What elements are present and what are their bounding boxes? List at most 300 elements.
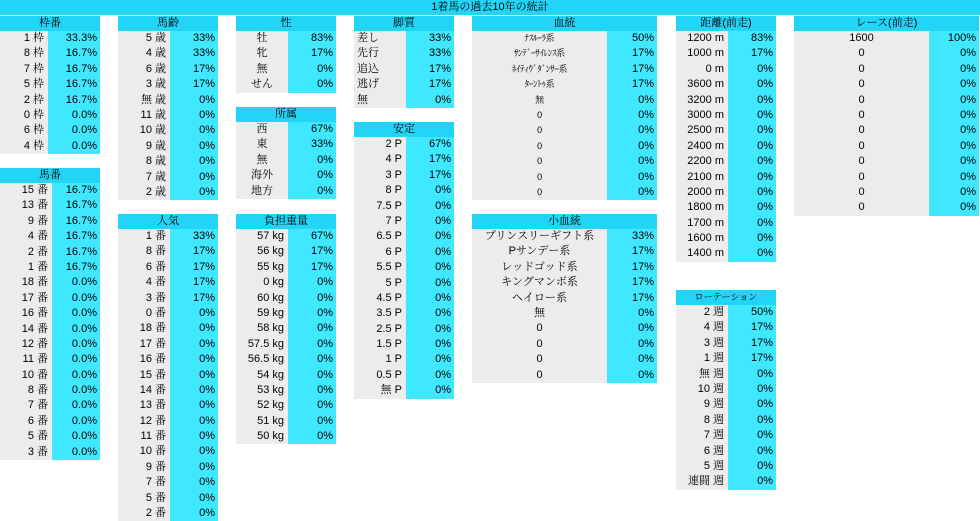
shokettou-row-label: 0 [472, 337, 607, 352]
rotation-row-value: 17% [728, 351, 776, 366]
waku-row-label: 8 枠 [0, 46, 48, 61]
umaban-header: 馬番 [0, 168, 100, 183]
futan-row [236, 244, 336, 259]
futan-row [236, 229, 336, 244]
kyakushitsu-row-label: 逃げ [354, 77, 406, 92]
kyakushitsu-row-value: 33% [406, 46, 454, 61]
kyakushitsu-row [354, 93, 454, 108]
waku-row-label: 5 枠 [0, 77, 48, 92]
shokettou-row-label: キングマンボ系 [472, 275, 607, 290]
antei-row-value: 0% [406, 383, 454, 398]
kyori-row-label: 3200 m [676, 93, 728, 108]
waku-row-label: 1 枠 [0, 31, 48, 46]
kettou-row-value: 17% [607, 46, 657, 61]
ninki-row-value: 0% [170, 368, 218, 383]
ninki-row [118, 306, 218, 321]
waku-row [0, 31, 100, 46]
barei-row [118, 93, 218, 108]
race-row-value: 0% [929, 139, 979, 154]
ninki-row-value: 0% [170, 414, 218, 429]
futan-row-label: 57.5 kg [236, 337, 288, 352]
antei-row [354, 291, 454, 306]
waku-row [0, 123, 100, 138]
shozoku-row-value: 0% [288, 168, 336, 183]
shokettou-row-label: 0 [472, 368, 607, 383]
barei-row-value: 0% [170, 108, 218, 123]
rotation-row-label: 5 週 [676, 459, 728, 474]
race-row [794, 154, 979, 169]
barei-row [118, 154, 218, 169]
shokettou-row [472, 229, 657, 244]
ninki-row-label: 0 番 [118, 306, 170, 321]
sei-row-label: 牡 [236, 31, 288, 46]
shokettou-row-value: 17% [607, 260, 657, 275]
barei-row [118, 62, 218, 77]
kyori-row-label: 1000 m [676, 46, 728, 61]
barei-row-value: 0% [170, 154, 218, 169]
race-row-value: 0% [929, 154, 979, 169]
umaban-row [0, 398, 100, 413]
antei-row [354, 276, 454, 291]
umaban-row-value: 0.0% [52, 322, 100, 337]
umaban-row-value: 16.7% [52, 229, 100, 244]
antei-row [354, 214, 454, 229]
kyori-table [676, 16, 776, 262]
rotation-row [676, 382, 776, 397]
ninki-row-label: 6 番 [118, 260, 170, 275]
rotation-table [676, 290, 776, 490]
shozoku-row [236, 137, 336, 152]
barei-row [118, 185, 218, 200]
rotation-row-label: 9 週 [676, 397, 728, 412]
shozoku-row-value: 33% [288, 137, 336, 152]
kettou-row [472, 31, 657, 46]
ninki-row [118, 491, 218, 506]
race-row [794, 170, 979, 185]
kettou-row [472, 62, 657, 77]
kyori-row-label: 2500 m [676, 123, 728, 138]
antei-row-label: 0.5 P [354, 368, 406, 383]
futan-row-label: 50 kg [236, 429, 288, 444]
umaban-row [0, 429, 100, 444]
kyori-row-value: 0% [728, 154, 776, 169]
shozoku-row-label: 東 [236, 137, 288, 152]
waku-row-value: 16.7% [48, 77, 100, 92]
kyori-row [676, 31, 776, 46]
kyori-row [676, 154, 776, 169]
ninki-row-value: 33% [170, 229, 218, 244]
race-row-label: 0 [794, 200, 929, 215]
rotation-row [676, 444, 776, 459]
rotation-row-value: 0% [728, 367, 776, 382]
antei-row-value: 0% [406, 306, 454, 321]
sei-row-label: せん [236, 77, 288, 92]
race-row-value: 0% [929, 170, 979, 185]
waku-row-label: 4 枠 [0, 139, 48, 154]
ninki-row-value: 0% [170, 352, 218, 367]
kyori-row-value: 83% [728, 31, 776, 46]
umaban-table [0, 168, 100, 460]
futan-row-value: 67% [288, 229, 336, 244]
futan-row-value: 0% [288, 291, 336, 306]
ninki-row-value: 0% [170, 460, 218, 475]
umaban-row [0, 414, 100, 429]
kyori-header: 距離(前走) [676, 16, 776, 31]
umaban-row-label: 2 番 [0, 245, 52, 260]
kyori-row [676, 46, 776, 61]
kettou-row [472, 154, 657, 169]
kettou-row-value: 0% [607, 108, 657, 123]
umaban-row [0, 229, 100, 244]
race-row-value: 0% [929, 123, 979, 138]
kyori-row [676, 77, 776, 92]
barei-row-value: 0% [170, 123, 218, 138]
kettou-row-label: 0 [472, 154, 607, 169]
antei-row-value: 0% [406, 368, 454, 383]
futan-row-label: 55 kg [236, 260, 288, 275]
shokettou-row [472, 275, 657, 290]
umaban-row-label: 14 番 [0, 322, 52, 337]
futan-row [236, 368, 336, 383]
shozoku-row-value: 0% [288, 153, 336, 168]
umaban-row [0, 352, 100, 367]
rotation-row-label: 3 週 [676, 336, 728, 351]
kettou-row-value: 0% [607, 139, 657, 154]
ninki-row [118, 444, 218, 459]
sei-row-value: 0% [288, 77, 336, 92]
shokettou-row-label: 0 [472, 352, 607, 367]
antei-row-label: 5.5 P [354, 260, 406, 275]
rotation-row-label: 6 週 [676, 444, 728, 459]
antei-table [354, 122, 454, 399]
umaban-row [0, 260, 100, 275]
rotation-row-value: 0% [728, 459, 776, 474]
umaban-row-value: 16.7% [52, 245, 100, 260]
race-row [794, 139, 979, 154]
waku-row-value: 0.0% [48, 123, 100, 138]
shokettou-row-label: 0 [472, 321, 607, 336]
antei-row-value: 0% [406, 276, 454, 291]
antei-row-value: 0% [406, 260, 454, 275]
antei-row [354, 137, 454, 152]
kyori-row-label: 2100 m [676, 170, 728, 185]
shokettou-row [472, 260, 657, 275]
kyakushitsu-row-label: 先行 [354, 46, 406, 61]
kyori-row [676, 139, 776, 154]
barei-row-label: 5 歳 [118, 31, 170, 46]
shozoku-row-label: 無 [236, 153, 288, 168]
antei-row-value: 67% [406, 137, 454, 152]
futan-row [236, 383, 336, 398]
kyori-row-value: 0% [728, 170, 776, 185]
kyori-row [676, 231, 776, 246]
sei-row [236, 62, 336, 77]
waku-row-value: 0.0% [48, 139, 100, 154]
kettou-row-value: 0% [607, 185, 657, 200]
umaban-row-value: 0.0% [52, 368, 100, 383]
shokettou-row-label: ヘイロー系 [472, 291, 607, 306]
futan-row-label: 53 kg [236, 383, 288, 398]
umaban-row [0, 383, 100, 398]
antei-row-label: 3 P [354, 168, 406, 183]
kettou-row-label: 0 [472, 123, 607, 138]
kyakushitsu-row-label: 差し [354, 31, 406, 46]
shozoku-table [236, 107, 336, 199]
kyori-row-value: 0% [728, 185, 776, 200]
umaban-row-value: 0.0% [52, 398, 100, 413]
ninki-row-value: 0% [170, 337, 218, 352]
barei-row-label: 11 歳 [118, 108, 170, 123]
ninki-row-label: 7 番 [118, 475, 170, 490]
ninki-row [118, 260, 218, 275]
race-table [794, 16, 979, 216]
umaban-row-label: 5 番 [0, 429, 52, 444]
futan-row-value: 0% [288, 306, 336, 321]
futan-row-label: 54 kg [236, 368, 288, 383]
race-row-label: 0 [794, 185, 929, 200]
waku-row-label: 0 枠 [0, 108, 48, 123]
race-row-label: 0 [794, 154, 929, 169]
futan-row [236, 260, 336, 275]
umaban-row-label: 9 番 [0, 214, 52, 229]
futan-header: 負担重量 [236, 214, 336, 229]
kettou-row-label: ｻﾝﾃﾞｰｻｲﾚﾝｽ系 [472, 46, 607, 61]
waku-table [0, 16, 100, 154]
rotation-row [676, 305, 776, 320]
umaban-row-value: 0.0% [52, 291, 100, 306]
barei-row-label: 10 歳 [118, 123, 170, 138]
ninki-row-label: 13 番 [118, 398, 170, 413]
futan-row-label: 56.5 kg [236, 352, 288, 367]
race-row-label: 0 [794, 108, 929, 123]
ninki-row-label: 2 番 [118, 506, 170, 521]
antei-header: 安定 [354, 122, 454, 137]
rotation-row-value: 0% [728, 444, 776, 459]
kettou-row [472, 93, 657, 108]
barei-row [118, 46, 218, 61]
ninki-row [118, 414, 218, 429]
sei-table [236, 16, 336, 93]
futan-row [236, 275, 336, 290]
antei-row-value: 0% [406, 291, 454, 306]
rotation-row [676, 428, 776, 443]
futan-row-value: 0% [288, 429, 336, 444]
umaban-row-value: 16.7% [52, 183, 100, 198]
umaban-row-value: 16.7% [52, 198, 100, 213]
rotation-row-label: 10 週 [676, 382, 728, 397]
antei-row [354, 322, 454, 337]
ninki-row-label: 8 番 [118, 244, 170, 259]
ninki-row-value: 0% [170, 383, 218, 398]
futan-row-value: 0% [288, 337, 336, 352]
antei-row-value: 17% [406, 168, 454, 183]
shokettou-row-label: 無 [472, 306, 607, 321]
ninki-row [118, 429, 218, 444]
ninki-row-label: 4 番 [118, 275, 170, 290]
futan-row [236, 352, 336, 367]
race-row [794, 77, 979, 92]
kyori-row [676, 216, 776, 231]
antei-row-value: 0% [406, 245, 454, 260]
race-row [794, 93, 979, 108]
rotation-row [676, 474, 776, 489]
barei-row-label: 9 歳 [118, 139, 170, 154]
ninki-row [118, 398, 218, 413]
ninki-row-label: 9 番 [118, 460, 170, 475]
umaban-row-label: 13 番 [0, 198, 52, 213]
ninki-row-value: 0% [170, 475, 218, 490]
rotation-row [676, 367, 776, 382]
kettou-row [472, 77, 657, 92]
race-row-value: 0% [929, 93, 979, 108]
futan-row [236, 291, 336, 306]
kyori-row-label: 2200 m [676, 154, 728, 169]
barei-row-value: 33% [170, 31, 218, 46]
futan-row [236, 306, 336, 321]
rotation-row [676, 336, 776, 351]
ninki-row [118, 383, 218, 398]
kyori-row-label: 2000 m [676, 185, 728, 200]
ninki-row [118, 352, 218, 367]
shokettou-row [472, 291, 657, 306]
umaban-row [0, 291, 100, 306]
rotation-row-label: 4 週 [676, 320, 728, 335]
kettou-row-value: 0% [607, 123, 657, 138]
umaban-row-label: 18 番 [0, 275, 52, 290]
kettou-row-value: 17% [607, 62, 657, 77]
ninki-row-value: 17% [170, 291, 218, 306]
antei-row [354, 245, 454, 260]
ninki-row [118, 337, 218, 352]
rotation-row-label: 2 週 [676, 305, 728, 320]
rotation-header: ローテーション [676, 290, 776, 305]
barei-row-value: 0% [170, 170, 218, 185]
umaban-row-value: 0.0% [52, 306, 100, 321]
ninki-row-label: 10 番 [118, 444, 170, 459]
shokettou-row-label: レッドゴッド系 [472, 260, 607, 275]
race-row-label: 0 [794, 93, 929, 108]
rotation-row [676, 459, 776, 474]
race-row [794, 31, 979, 46]
antei-row-value: 0% [406, 322, 454, 337]
ninki-row-value: 0% [170, 444, 218, 459]
umaban-row [0, 275, 100, 290]
barei-row-label: 8 歳 [118, 154, 170, 169]
race-row-value: 0% [929, 46, 979, 61]
shokettou-row-value: 0% [607, 368, 657, 383]
kyakushitsu-row-value: 17% [406, 77, 454, 92]
shokettou-row [472, 352, 657, 367]
shozoku-row [236, 153, 336, 168]
kettou-row-label: 0 [472, 108, 607, 123]
kettou-row-value: 17% [607, 77, 657, 92]
race-row-label: 0 [794, 62, 929, 77]
kyori-row-value: 0% [728, 139, 776, 154]
waku-row-value: 33.3% [48, 31, 100, 46]
sei-row-value: 83% [288, 31, 336, 46]
umaban-row [0, 322, 100, 337]
ninki-row-value: 0% [170, 398, 218, 413]
umaban-row [0, 337, 100, 352]
antei-row-label: 無 P [354, 383, 406, 398]
kettou-row [472, 46, 657, 61]
waku-row [0, 139, 100, 154]
barei-row-value: 17% [170, 62, 218, 77]
barei-row [118, 170, 218, 185]
kyori-row [676, 246, 776, 261]
antei-row-value: 17% [406, 152, 454, 167]
kyori-row-value: 0% [728, 123, 776, 138]
ninki-row-value: 17% [170, 244, 218, 259]
ninki-header: 人気 [118, 214, 218, 229]
ninki-row-label: 5 番 [118, 491, 170, 506]
kyakushitsu-row [354, 46, 454, 61]
umaban-row-value: 0.0% [52, 337, 100, 352]
umaban-row [0, 198, 100, 213]
rotation-row-label: 連闘 週 [676, 474, 728, 489]
ninki-row-value: 0% [170, 306, 218, 321]
rotation-row-value: 0% [728, 428, 776, 443]
shozoku-row [236, 184, 336, 199]
futan-row [236, 337, 336, 352]
antei-row-value: 0% [406, 337, 454, 352]
ninki-row-label: 3 番 [118, 291, 170, 306]
sei-row [236, 46, 336, 61]
futan-row-value: 0% [288, 321, 336, 336]
umaban-row [0, 368, 100, 383]
barei-row [118, 123, 218, 138]
sei-row-value: 17% [288, 46, 336, 61]
ninki-row-label: 18 番 [118, 321, 170, 336]
waku-row-value: 16.7% [48, 46, 100, 61]
futan-row-value: 0% [288, 368, 336, 383]
shozoku-row-label: 海外 [236, 168, 288, 183]
barei-row-label: 7 歳 [118, 170, 170, 185]
sei-row [236, 31, 336, 46]
kyakushitsu-header: 脚質 [354, 16, 454, 31]
race-row-label: 0 [794, 77, 929, 92]
umaban-row-label: 7 番 [0, 398, 52, 413]
kyori-row [676, 123, 776, 138]
ninki-row-value: 0% [170, 491, 218, 506]
race-row-value: 100% [929, 31, 979, 46]
kettou-row [472, 170, 657, 185]
ninki-row-value: 0% [170, 429, 218, 444]
antei-row [354, 306, 454, 321]
ninki-row-label: 16 番 [118, 352, 170, 367]
sei-row-value: 0% [288, 62, 336, 77]
waku-row-label: 7 枠 [0, 62, 48, 77]
race-header: レース(前走) [794, 16, 979, 31]
kettou-row-value: 0% [607, 170, 657, 185]
kyakushitsu-row-label: 無 [354, 93, 406, 108]
ninki-row-label: 14 番 [118, 383, 170, 398]
futan-row [236, 398, 336, 413]
antei-row-label: 1 P [354, 352, 406, 367]
antei-row-label: 6 P [354, 245, 406, 260]
kyori-row-label: 1400 m [676, 246, 728, 261]
rotation-row-value: 0% [728, 413, 776, 428]
kettou-table [472, 16, 657, 200]
rotation-row-value: 17% [728, 320, 776, 335]
rotation-row-value: 0% [728, 382, 776, 397]
waku-row [0, 93, 100, 108]
shokettou-row [472, 306, 657, 321]
shokettou-row [472, 321, 657, 336]
barei-row-value: 0% [170, 93, 218, 108]
umaban-row-label: 3 番 [0, 445, 52, 460]
antei-row-label: 3.5 P [354, 306, 406, 321]
